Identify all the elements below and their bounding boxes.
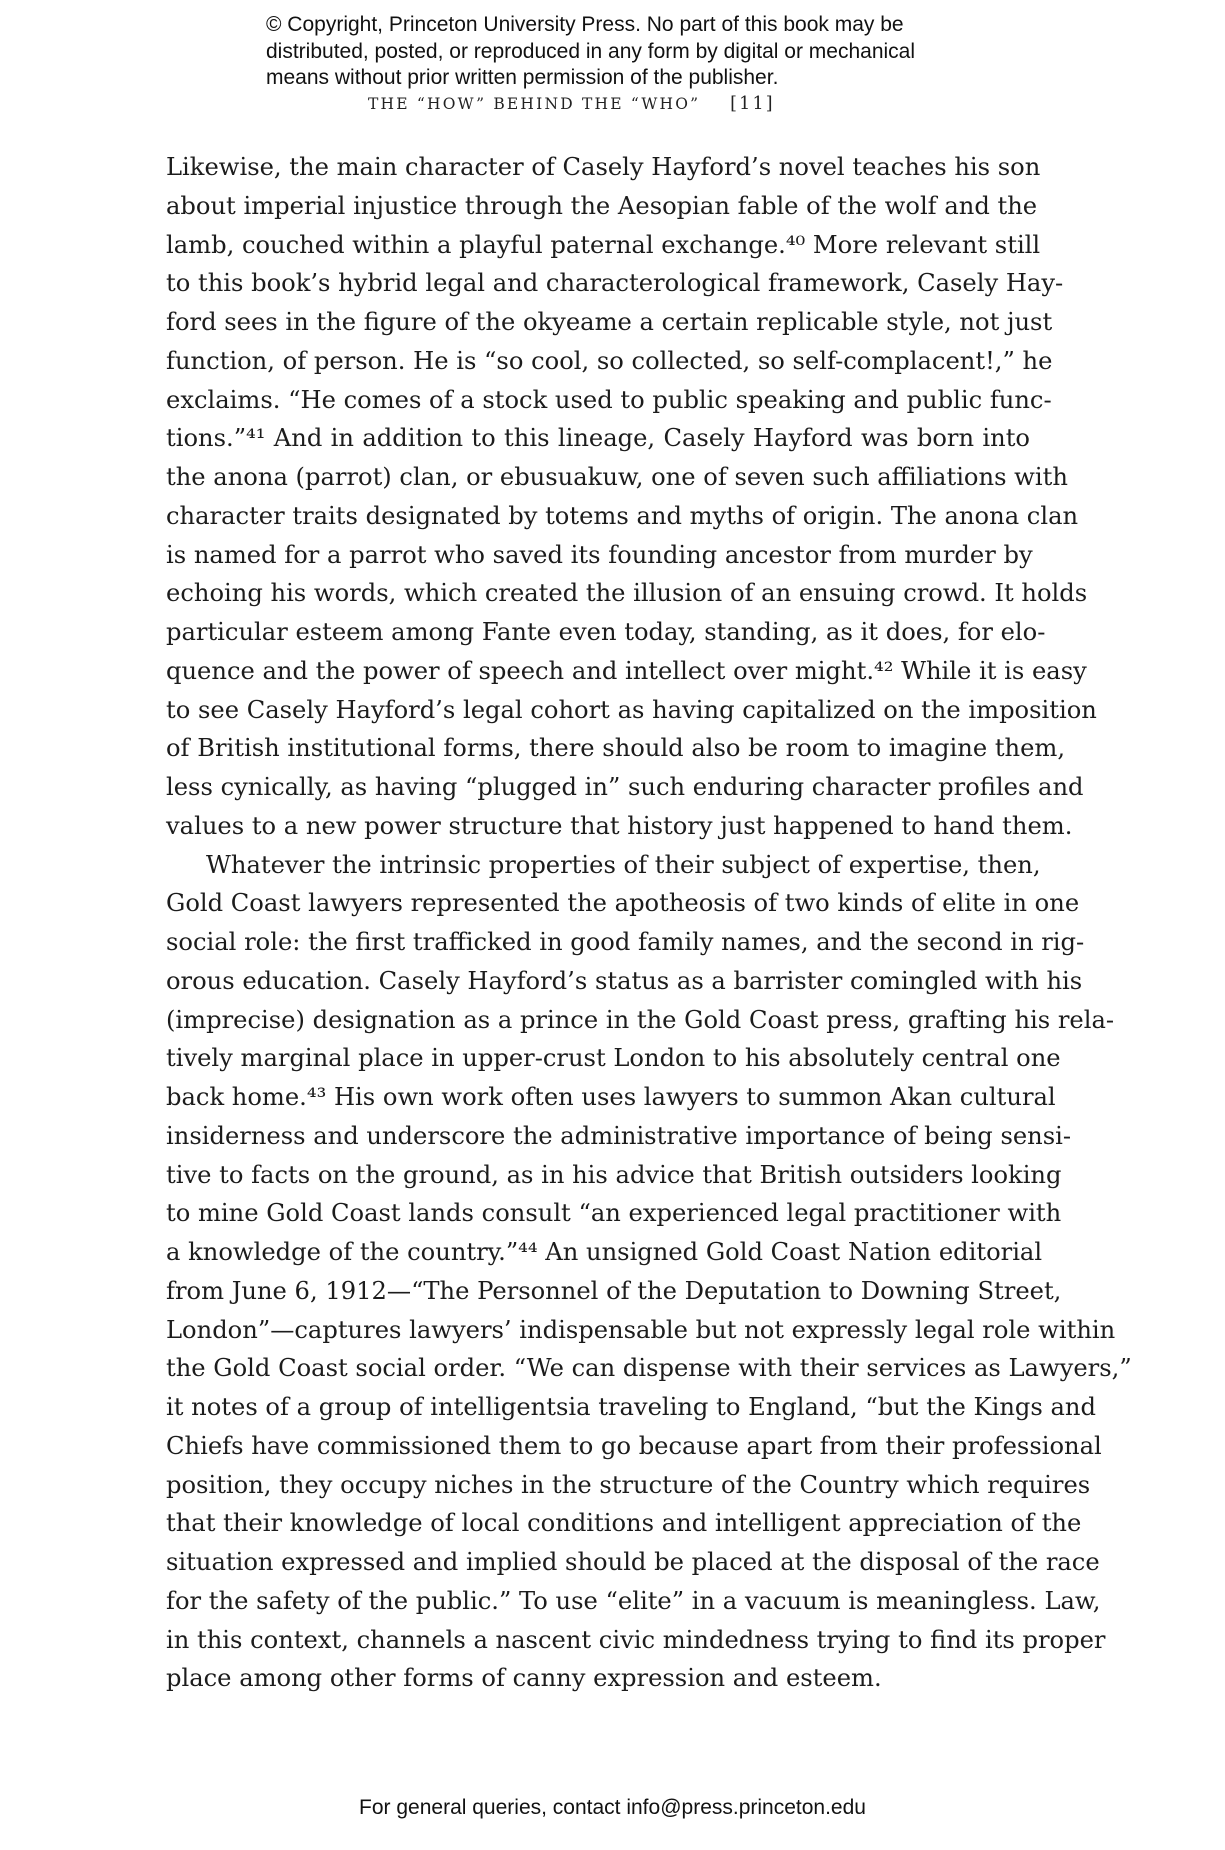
text-line: lamb, couched within a playful paternal exchange.⁴⁰ More relevant still xyxy=(166,230,1041,259)
text-line: social role: the first trafficked in good family names, and the second in rig- xyxy=(166,928,1085,956)
text-line: echoing his words, which created the illusion of an ensuing crowd. It holds xyxy=(166,579,1088,608)
text-line: Likewise, the main character of Casely Hayford’s novel teaches his son xyxy=(166,153,1041,181)
text-line: place among other forms of canny expression and esteem. xyxy=(166,1664,882,1693)
page-number: [11] xyxy=(730,94,775,114)
text-line: in this context, channels a nascent civic mindedness trying to find its proper xyxy=(166,1625,1106,1654)
text-line: Chiefs have commissioned them to go because apart from their professional xyxy=(166,1431,1102,1460)
text-line: values to a new power structure that history just happened to hand them. xyxy=(166,811,1073,840)
copyright-notice xyxy=(266,12,966,92)
text-line: tive to facts on the ground, as in his advice that British outsiders looking xyxy=(166,1160,1062,1189)
text-line: the Gold Coast social order. “We can dispense with their services as Lawyers,” xyxy=(166,1354,1132,1383)
text-line: the anona (parrot) clan, or ebusuakuw, one of seven such affiliations with xyxy=(166,463,1068,491)
paragraph xyxy=(166,148,1097,846)
text-line: less cynically, as having “plugged in” such enduring character profiles and xyxy=(166,773,1084,801)
text-line: situation expressed and implied should be placed at the disposal of the race xyxy=(166,1548,1100,1576)
running-head-title: THE “HOW” BEHIND THE “WHO” xyxy=(368,95,701,113)
running-head xyxy=(368,94,775,114)
text-line: London”—captures lawyers’ indispensable but not expressly legal role within xyxy=(166,1315,1116,1344)
text-line: insiderness and underscore the administrative importance of being sensi- xyxy=(166,1121,1072,1150)
copyright-line: distributed, posted, or reproduced in any form by digital or mechanical xyxy=(266,39,916,63)
text-line: is named for a parrot who saved its founding ancestor from murder by xyxy=(166,540,1033,569)
text-line: particular esteem among Fante even today, standing, as it does, for elo- xyxy=(166,618,1046,646)
text-line: from June 6, 1912—“The Personnel of the Deputation to Downing Street, xyxy=(166,1276,1062,1305)
copyright-line: means without prior written permission of the publisher. xyxy=(266,66,779,89)
text-line: tions.”⁴¹ And in addition to this lineage, Casely Hayford was born into xyxy=(166,424,1030,453)
text-line: about imperial injustice through the Aesopian fable of the wolf and the xyxy=(166,191,1038,220)
text-line: that their knowledge of local conditions and intelligent appreciation of the xyxy=(166,1509,1082,1538)
text-line: exclaims. “He comes of a stock used to public speaking and public func- xyxy=(166,385,1052,414)
text-line: function, of person. He is “so cool, so collected, so self-complacent!,” he xyxy=(166,346,1053,375)
text-line: for the safety of the public.” To use “elite” in a vacuum is meaningless. Law, xyxy=(166,1586,1101,1615)
copyright-line: © Copyright, Princeton University Press. No part of this book may be xyxy=(266,13,904,36)
text-line: ford sees in the figure of the okyeame a certain replicable style, not just xyxy=(166,308,1053,336)
text-line: a knowledge of the country.”⁴⁴ An unsigned Gold Coast Nation editorial xyxy=(166,1238,1043,1266)
text-line: quence and the power of speech and intellect over might.⁴² While it is easy xyxy=(166,656,1087,685)
text-line: (imprecise) designation as a prince in the Gold Coast press, grafting his rela- xyxy=(166,1005,1115,1034)
text-line: to mine Gold Coast lands consult “an experienced legal practitioner with xyxy=(166,1199,1062,1228)
text-line: character traits designated by totems and myths of origin. The anona clan xyxy=(166,501,1079,530)
footer-contact: For general queries, contact info@press.princeton.edu xyxy=(359,1796,866,1819)
body-text xyxy=(166,148,1132,1698)
text-line: back home.⁴³ His own work often uses lawyers to summon Akan cultural xyxy=(166,1083,1056,1111)
text-line: tively marginal place in upper-crust London to his absolutely central one xyxy=(166,1044,1061,1073)
text-line: position, they occupy niches in the structure of the Country which requires xyxy=(166,1470,1091,1499)
paragraph xyxy=(166,846,1132,1699)
text-line: orous education. Casely Hayford’s status as a barrister comingled with his xyxy=(166,966,1083,995)
text-line: Whatever the intrinsic properties of their subject of expertise, then, xyxy=(206,850,1041,879)
text-line: to this book’s hybrid legal and characterological framework, Casely Hay- xyxy=(166,269,1064,298)
text-line: to see Casely Hayford’s legal cohort as having capitalized on the imposition xyxy=(166,695,1097,724)
text-line: Gold Coast lawyers represented the apotheosis of two kinds of elite in one xyxy=(166,889,1080,918)
text-line: it notes of a group of intelligentsia traveling to England, “but the Kings and xyxy=(166,1393,1096,1421)
text-line: of British institutional forms, there should also be room to imagine them, xyxy=(166,734,1066,763)
